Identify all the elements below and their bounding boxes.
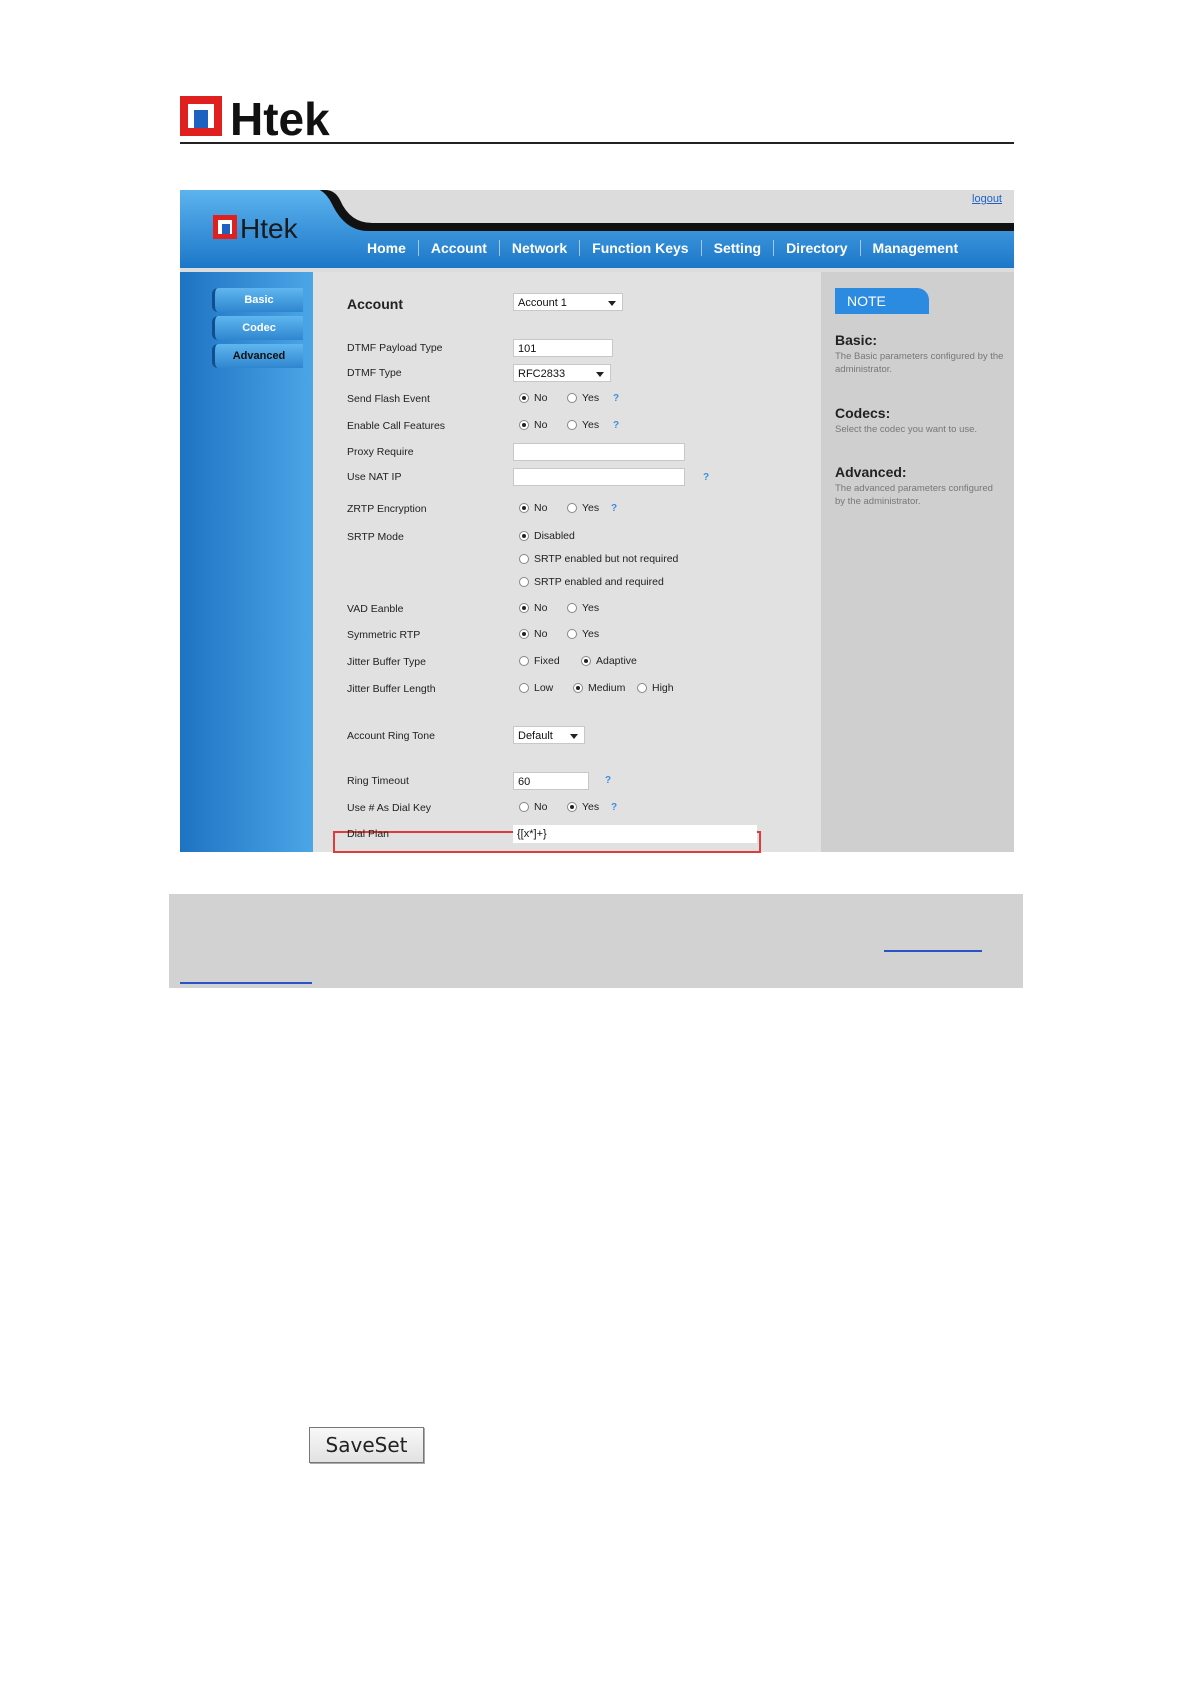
jitter-length-label: Jitter Buffer Length: [347, 683, 436, 695]
nav-home[interactable]: Home: [355, 240, 419, 256]
srtp-mode-label: SRTP Mode: [347, 531, 404, 543]
srtp-optional[interactable]: SRTP enabled but not required: [519, 553, 678, 565]
radio-icon: [519, 683, 529, 693]
radio-icon: [519, 656, 529, 666]
send-flash-label: Send Flash Event: [347, 393, 430, 405]
note-advanced-heading: Advanced:: [835, 464, 907, 480]
srtp-required[interactable]: SRTP enabled and required: [519, 576, 664, 588]
radio-icon: [567, 629, 577, 639]
dtmf-payload-input[interactable]: 101: [513, 339, 613, 357]
help-icon[interactable]: ?: [611, 802, 618, 813]
hash-dial-yes[interactable]: Yes: [567, 801, 599, 813]
saveset-button[interactable]: SaveSet: [309, 1427, 424, 1463]
send-flash-yes[interactable]: Yes: [567, 392, 599, 404]
send-flash-no[interactable]: No: [519, 392, 547, 404]
help-icon[interactable]: ?: [703, 472, 710, 483]
dial-plan-label: Dial Plan: [347, 828, 390, 840]
jitter-length-high[interactable]: High: [637, 682, 674, 694]
radio-icon: [519, 603, 529, 613]
sidebar: [180, 272, 313, 852]
call-features-yes[interactable]: Yes: [567, 419, 599, 431]
nav-management[interactable]: Management: [872, 240, 959, 256]
jitter-length-low[interactable]: Low: [519, 682, 553, 694]
help-icon[interactable]: ?: [613, 393, 620, 404]
sidebar-item-basic[interactable]: Basic: [212, 288, 303, 312]
help-icon[interactable]: ?: [613, 420, 620, 431]
vad-label: VAD Eanble: [347, 603, 404, 615]
hyperlink-underline[interactable]: [180, 982, 312, 984]
htek-ui-logo: [213, 214, 315, 242]
note-advanced-text: The advanced parameters configured by the administrator.: [835, 483, 993, 507]
account-select[interactable]: Account 1: [513, 293, 623, 311]
call-features-no[interactable]: No: [519, 419, 547, 431]
radio-icon: [581, 656, 591, 666]
nav-account[interactable]: Account: [419, 240, 500, 256]
dtmf-type-label: DTMF Type: [347, 367, 402, 379]
nav-function-keys[interactable]: Function Keys: [580, 240, 701, 256]
web-ui-screenshot: [180, 190, 1014, 852]
sidebar-item-codec[interactable]: Codec: [212, 316, 303, 340]
vad-yes[interactable]: Yes: [567, 602, 599, 614]
sidebar-item-advanced[interactable]: Advanced: [212, 344, 303, 368]
radio-icon: [519, 503, 529, 513]
vad-no[interactable]: No: [519, 602, 547, 614]
main-nav: [355, 235, 970, 261]
radio-icon: [567, 603, 577, 613]
dial-plan-input[interactable]: {[x*]+}: [513, 825, 757, 843]
hash-dial-label: Use # As Dial Key: [347, 802, 432, 814]
note-basic-text: The Basic parameters configured by the administrator.: [835, 351, 1004, 375]
jitter-length-medium[interactable]: Medium: [573, 682, 625, 694]
hyperlink-underline[interactable]: [884, 950, 982, 952]
radio-icon: [567, 503, 577, 513]
logout-link[interactable]: logout: [972, 193, 1002, 205]
radio-icon: [573, 683, 583, 693]
symmetric-rtp-label: Symmetric RTP: [347, 629, 421, 641]
svg-text:Htek: Htek: [240, 214, 298, 242]
nat-ip-label: Use NAT IP: [347, 471, 402, 483]
jitter-type-fixed[interactable]: Fixed: [519, 655, 560, 667]
dtmf-type-select[interactable]: RFC2833: [513, 364, 611, 382]
note-codecs-text: Select the codec you want to use.: [835, 424, 978, 435]
proxy-require-input[interactable]: [513, 443, 685, 461]
zrtp-no[interactable]: No: [519, 502, 547, 514]
note-panel: [821, 272, 1014, 852]
srtp-disabled[interactable]: Disabled: [519, 530, 575, 542]
nav-setting[interactable]: Setting: [702, 240, 774, 256]
svg-text:Htek: Htek: [230, 96, 330, 140]
zrtp-yes[interactable]: Yes: [567, 502, 599, 514]
jitter-type-adaptive[interactable]: Adaptive: [581, 655, 637, 667]
radio-icon: [567, 393, 577, 403]
note-band: [169, 894, 1023, 988]
ring-timeout-input[interactable]: 60: [513, 772, 589, 790]
symmetric-rtp-no[interactable]: No: [519, 628, 547, 640]
radio-icon: [519, 802, 529, 812]
ring-tone-select[interactable]: Default: [513, 726, 585, 744]
radio-icon: [567, 420, 577, 430]
zrtp-label: ZRTP Encryption: [347, 503, 427, 515]
nav-network[interactable]: Network: [500, 240, 580, 256]
radio-icon: [519, 629, 529, 639]
account-label: Account: [347, 296, 403, 312]
jitter-type-label: Jitter Buffer Type: [347, 656, 426, 668]
note-basic-heading: Basic:: [835, 332, 878, 348]
ring-timeout-label: Ring Timeout: [347, 775, 409, 787]
help-icon[interactable]: ?: [605, 775, 612, 786]
note-codecs-heading: Codecs:: [835, 405, 891, 421]
hash-dial-no[interactable]: No: [519, 801, 547, 813]
radio-icon: [567, 802, 577, 812]
help-icon[interactable]: ?: [611, 503, 618, 514]
ring-tone-label: Account Ring Tone: [347, 730, 435, 742]
proxy-require-label: Proxy Require: [347, 446, 414, 458]
radio-icon: [519, 531, 529, 541]
htek-logo: [180, 96, 365, 140]
call-features-label: Enable Call Features: [347, 420, 446, 432]
nat-ip-input[interactable]: [513, 468, 685, 486]
dtmf-payload-label: DTMF Payload Type: [347, 342, 443, 354]
header-rule: [180, 142, 1014, 144]
radio-icon: [519, 577, 529, 587]
symmetric-rtp-yes[interactable]: Yes: [567, 628, 599, 640]
radio-icon: [519, 420, 529, 430]
note-tab: NOTE: [835, 288, 929, 314]
radio-icon: [519, 393, 529, 403]
radio-icon: [519, 554, 529, 564]
nav-directory[interactable]: Directory: [774, 240, 860, 256]
radio-icon: [637, 683, 647, 693]
